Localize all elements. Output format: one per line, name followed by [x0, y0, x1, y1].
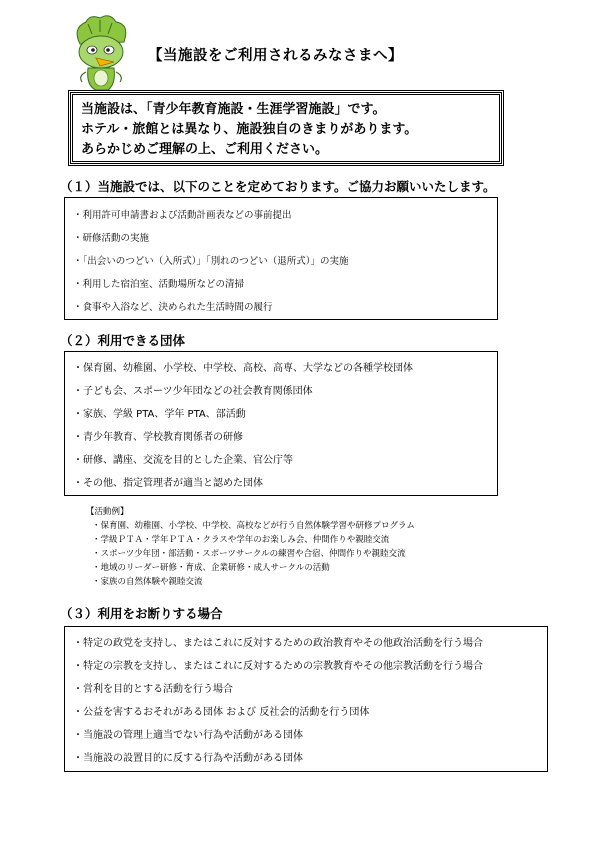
activity-example: ・家族の自然体験や親睦交流	[92, 577, 203, 587]
activity-example: ・スポーツ少年団・部活動・スポーツサークルの練習や合宿、仲間作りや親睦交流	[92, 549, 406, 559]
notice-line: あらかじめご理解の上、ご利用ください。	[81, 142, 329, 157]
notice-box	[70, 92, 502, 164]
list-item: ・利用許可申請書および活動計画表などの事前提出	[73, 210, 292, 221]
list-item: ・研修活動の実施	[73, 233, 150, 244]
list-item: ・利用した宿泊室、活動場所などの清掃	[73, 279, 245, 290]
notice-line: 当施設は、「青少年教育施設・生涯学習施設」です。	[81, 102, 386, 117]
activity-example: ・地域のリーダー研修・育成、企業研修・成人サークルの活動	[92, 563, 330, 573]
eligible-groups-list	[64, 351, 498, 496]
section-heading-rules: （１）当施設では、以下のことを定めております。ご協力お願いいたします。	[60, 179, 496, 194]
page-title: 【当施設をご利用されるみなさまへ】	[148, 48, 403, 64]
section-heading-eligible: （２）利用できる団体	[60, 333, 186, 348]
list-item: ・青少年教育、学校教育関係者の研修	[73, 432, 243, 443]
list-item: ・特定の政党を支持し、またはこれに反対するための政治教育やその他政治活動を行う場合	[73, 638, 483, 649]
list-item: ・当施設の設置目的に反する行為や活動がある団体	[73, 753, 303, 764]
list-item: ・「出会いのつどい（入所式）」「別れのつどい（退所式）」の実施	[73, 256, 349, 267]
list-item: ・研修、講座、交流を目的とした企業、官公庁等	[73, 455, 293, 466]
rules-list	[64, 197, 498, 320]
list-item: ・特定の宗教を支持し、またはこれに反対するための宗教教育やその他宗教活動を行う場合	[73, 661, 483, 672]
list-item: ・その他、指定管理者が適当と認めた団体	[73, 478, 263, 489]
activity-examples-heading: 【活動例】	[86, 507, 129, 517]
list-item: ・家族、学級 PTA、学年 PTA、部活動	[73, 409, 246, 420]
list-item: ・子ども会、スポーツ少年団などの社会教育関係団体	[73, 386, 313, 397]
list-item: ・食事や入浴など、決められた生活時間の履行	[73, 302, 273, 313]
refusal-cases-list	[64, 626, 548, 772]
list-item: ・保育園、幼稚園、小学校、中学校、高校、高専、大学などの各種学校団体	[73, 363, 413, 374]
list-item: ・公益を害するおそれがある団体 および 反社会的活動を行う団体	[73, 707, 370, 718]
activity-example: ・学級ＰＴＡ・学年ＰＴＡ・クラスや学年のお楽しみ会、仲間作りや親睦交流	[92, 535, 390, 545]
list-item: ・当施設の管理上適当でない行為や活動がある団体	[73, 730, 303, 741]
section-heading-refusal: （３）利用をお断りする場合	[60, 606, 223, 621]
notice-line: ホテル・旅館とは異なり、施設独自のきまりがあります。	[81, 122, 418, 137]
activity-example: ・保育園、幼稚園、小学校、中学校、高校などが行う自然体験学習や研修プログラム	[92, 521, 415, 531]
list-item: ・営利を目的とする活動を行う場合	[73, 684, 233, 695]
mascot-illustration	[66, 14, 136, 92]
